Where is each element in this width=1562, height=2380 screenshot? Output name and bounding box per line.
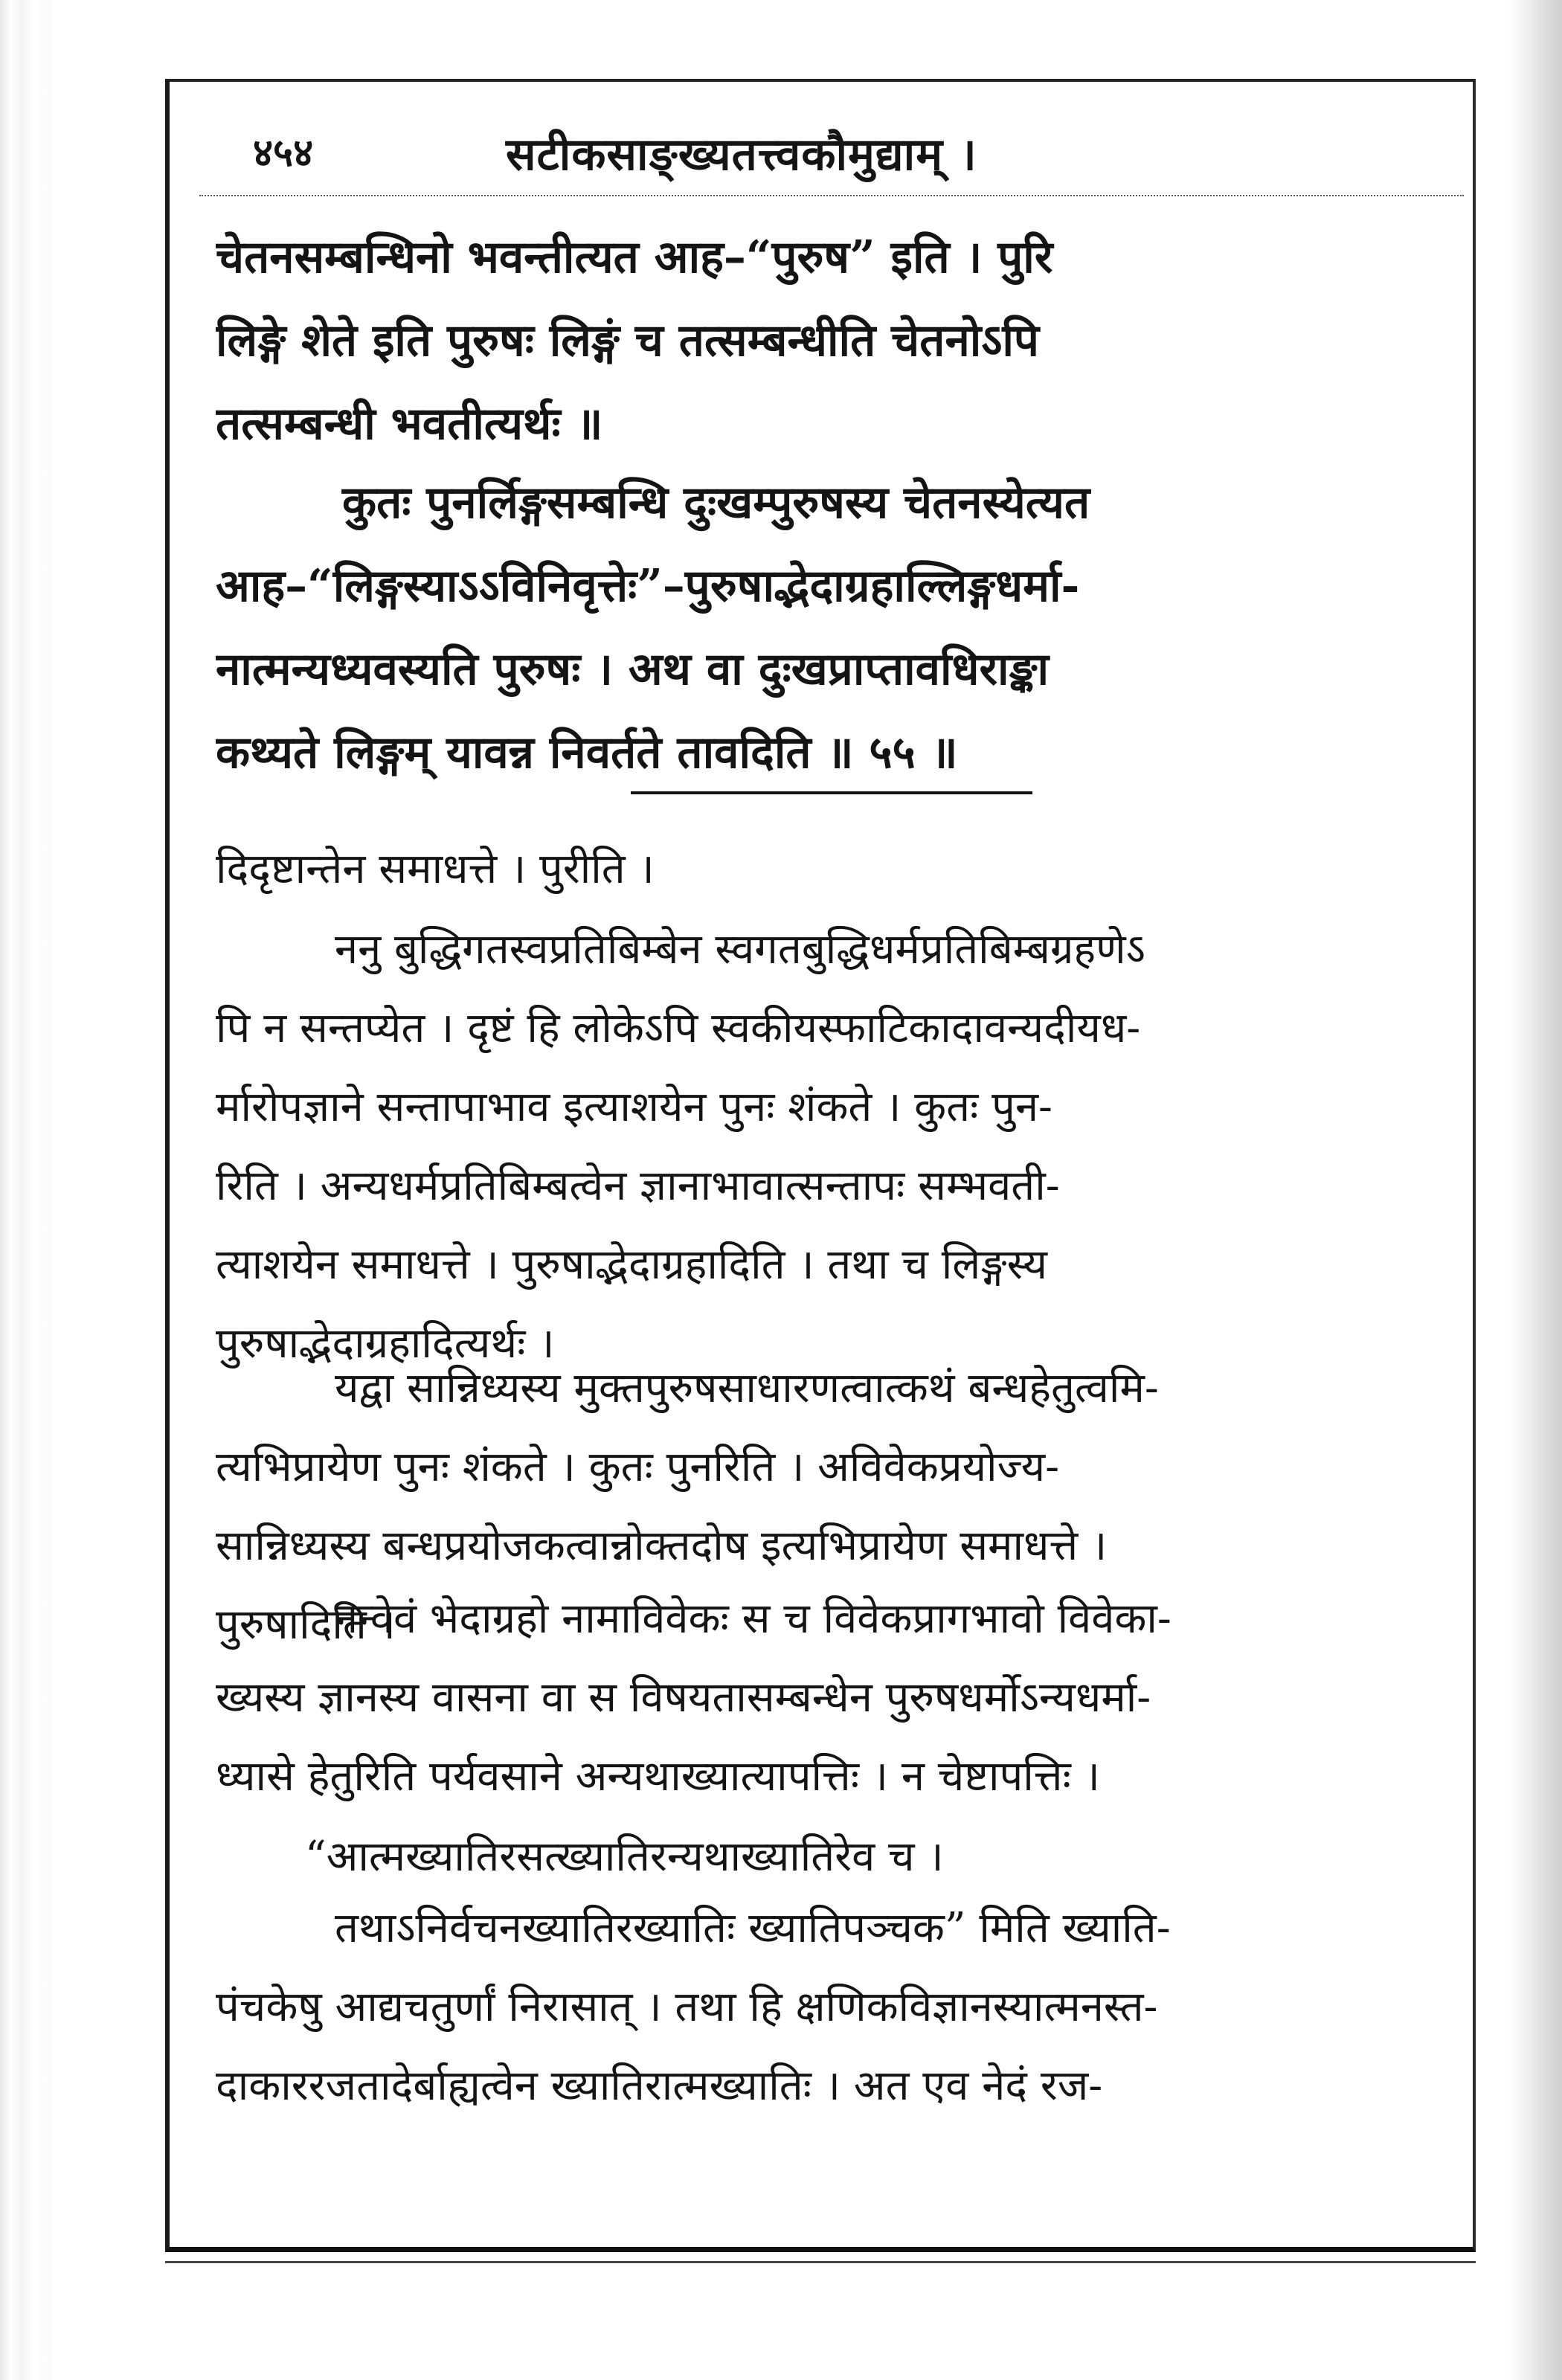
page-gutter-left xyxy=(0,0,52,2380)
text-line: तत्सम्बन्धी भवतीत्यर्थः ॥ xyxy=(216,398,603,450)
text-line: नन्वेवं भेदाग्रहो नामाविवेकः स च विवेकप्रागभावो विवेका- xyxy=(335,1595,1172,1643)
running-title: सटीकसाङ्ख्यतत्त्वकौमुद्याम् । xyxy=(506,129,977,181)
text-line: सान्निध्यस्य बन्धप्रयोजकत्वान्नोक्तदोष इत्यभिप्रायेण समाधत्ते । xyxy=(216,1522,1108,1570)
text-line: नात्मन्यध्यवस्यति पुरुषः । अथ वा दुःखप्राप्तावधिराङ्का xyxy=(216,643,1050,695)
gloss-paragraph-5 xyxy=(216,1889,1421,2126)
text-line: त्यभिप्रायेण पुनः शंकते । कुतः पुनरिति । अविवेकप्रयोज्य- xyxy=(216,1443,1059,1491)
text-line: चेतनसम्बन्धिनो भवन्तीत्यत आह–“पुरुष” इति । पुरि xyxy=(216,231,1053,283)
text-line: ख्यस्य ज्ञानस्य वासना वा स विषयतासम्बन्धेन पुरुषधर्मोऽन्यधर्मा- xyxy=(216,1673,1151,1722)
section-divider xyxy=(631,791,1032,794)
header-dotted-rule xyxy=(199,195,1464,196)
gloss-paragraph-1 xyxy=(216,830,1421,909)
commentary-paragraph-1 xyxy=(216,216,1421,466)
gloss-paragraph-4 xyxy=(216,1580,1421,1816)
text-line: कुतः पुनर्लिङ्गसम्बन्धि दुःखम्पुरुषस्य चेतनस्येत्यत xyxy=(342,477,1090,529)
text-line: ध्यासे हेतुरिति पर्यवसाने अन्यथाख्यात्यापत्तिः । न चेष्टापत्तिः । xyxy=(216,1752,1100,1801)
text-line: आह–“लिङ्गस्याऽऽविनिवृत्तेः”–पुरुषाद्भेदाग्रहाल्लिङ्गधर्मा- xyxy=(216,560,1080,612)
gloss-paragraph-2 xyxy=(216,910,1421,1383)
text-line: त्याशयेन समाधत्ते । पुरुषाद्भेदाग्रहादिति । तथा च लिङ्गस्य xyxy=(216,1241,1047,1289)
page-gutter-right xyxy=(1510,0,1562,2380)
text-line: ननु बुद्धिगतस्वप्रतिबिम्बेन स्वगतबुद्धिधर्मप्रतिबिम्बग्रहणेऽ xyxy=(335,925,1145,974)
text-line: पंचकेषु आद्यचतुर्णां निरासात् । तथा हि क्षणिकविज्ञानस्यात्मनस्त- xyxy=(216,1983,1158,2031)
text-line: लिङ्गे शेते इति पुरुषः लिङ्गं च तत्सम्बन्धीति चेतनोऽपि xyxy=(216,315,1039,367)
text-line: र्मारोपज्ञाने सन्तापाभाव इत्याशयेन पुनः शंकते । कुतः पुन- xyxy=(216,1083,1052,1131)
page-header xyxy=(223,112,1443,181)
text-line: तथाऽनिर्वचनख्यातिरख्यातिः ख्यातिपञ्चक” मिति ख्याति- xyxy=(335,1904,1171,1952)
page-number: ४५४ xyxy=(253,130,314,176)
text-line: दाकाररजतादेर्बाह्यत्वेन ख्यातिरात्मख्यातिः । अत एव नेदं रज- xyxy=(216,2062,1103,2110)
commentary-paragraph-2 xyxy=(216,461,1421,794)
text-line: रिति । अन्यधर्मप्रतिबिम्बत्वेन ज्ञानाभावात्सन्तापः सम्भवती- xyxy=(216,1162,1060,1210)
text-line: कथ्यते लिङ्गम् यावन्न निवर्तते तावदिति ॥ ५५ ॥ xyxy=(216,727,958,779)
text-line: पि न सन्तप्येत । दृष्टं हि लोकेऽपि स्वकीयस्फाटिकादावन्यदीयध- xyxy=(216,1004,1141,1052)
text-line: पुरुषाद्भेदाग्रहादित्यर्थः । xyxy=(216,1319,555,1368)
text-line: “आत्मख्यातिरसत्ख्यातिरन्यथाख्यातिरेव च । xyxy=(305,1833,944,1881)
text-line: दिदृष्टान्तेन समाधत्ते । पुरीति । xyxy=(216,845,655,893)
verse-quote xyxy=(216,1818,1421,1897)
text-line: यद्वा सान्निध्यस्य मुक्तपुरुषसाधारणत्वात्कथं बन्धहेतुत्वमि- xyxy=(335,1364,1159,1412)
text-line: पुरुषादिति । xyxy=(216,1601,396,1649)
